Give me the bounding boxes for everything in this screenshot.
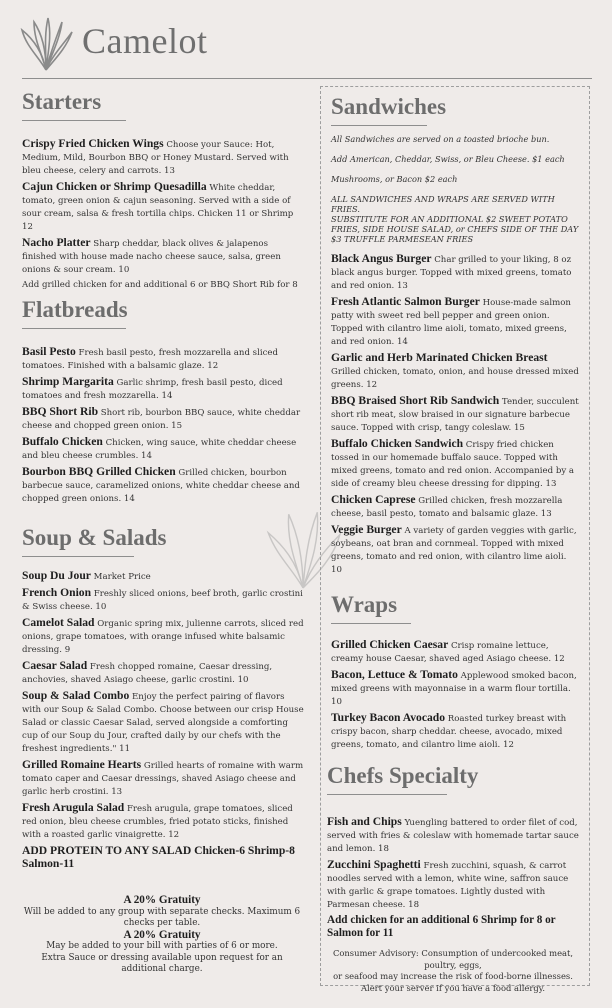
item-name: Turkey Bacon Avocado — [331, 711, 446, 724]
item-description: Choose your Sauce: Hot, Medium, Mild, Bourbon BBQ or Honey Mustard. Served with bleu cheese, celery and carrots. 13 — [22, 140, 289, 176]
item-description: Crispy fried chicken tossed in our homemade buffalo sauce. Topped with mixed greens, tomato and red onion. Accompanied by a side of creamy bleu cheese dressing for dipping. 13 — [331, 440, 575, 489]
item-description: Grilled chicken, tomato, onion, and house dressed mixed greens. 12 — [331, 367, 579, 390]
section-title-flatbreads: Flatbreads — [22, 297, 128, 322]
sandwich-note: Add American, Cheddar, Swiss, or Bleu Cheese. $1 each — [331, 154, 565, 164]
item-description: Yuengling battered to order filet of cod, served with fries & coleslaw with homemade tartar sauce and lemon. 18 — [327, 818, 579, 854]
menu-item — [22, 137, 304, 178]
item-description: Grilled hearts of romaine with warm tomato caper and Caesar dressings, shaved Asiago cheese and garlic herb crostini. 13 — [22, 761, 304, 797]
item-name: Crispy Fried Chicken Wings — [22, 137, 164, 150]
item-name: Fresh Atlantic Salmon Burger — [331, 295, 480, 308]
menu-item — [22, 659, 304, 687]
menu-item — [22, 375, 304, 403]
menu-item — [331, 638, 579, 666]
item-name: Chicken Caprese — [331, 493, 416, 506]
item-name: BBQ Short Rib — [22, 405, 99, 418]
item-name: Garlic and Herb Marinated Chicken Breast — [331, 351, 548, 364]
menu-item — [327, 858, 579, 912]
item-description: Freshly sliced onions, beef broth, garlic crostini & Swiss cheese. 10 — [22, 589, 303, 612]
item-description: Garlic shrimp, fresh basil pesto, diced tomatoes and fresh mozzarella. 14 — [22, 378, 283, 401]
item-description: Fresh zucchini, squash, & carrot noodles served with a lemon, white wine, saffron sauce with garlic & grape tomatoes. Lightly dusted with Parmesan cheese. 18 — [327, 861, 569, 910]
item-name: Veggie Burger — [331, 523, 402, 536]
menu-item — [331, 668, 579, 709]
item-name: BBQ Braised Short Rib Sandwich — [331, 394, 500, 407]
fries-note-line: SUBSTITUTE FOR AN ADDITIONAL $2 SWEET POTATO FRIES, SIDE HOUSE SALAD, or CHEFS SIDE OF THE DAY — [331, 214, 579, 234]
section-title-wraps: Wraps — [331, 592, 398, 617]
menu-item — [331, 437, 579, 491]
fries-note-line: $3 TRUFFLE PARMESEAN FRIES — [331, 234, 474, 244]
menu-item — [327, 815, 579, 856]
menu-item — [22, 180, 304, 234]
advisory-line: or seafood may increase the risk of food-borne illnesses. — [333, 971, 573, 981]
section-divider — [22, 120, 126, 121]
add-protein-note: ADD PROTEIN TO ANY SALAD Chicken-6 Shrimp-8 Salmon-11 — [22, 844, 295, 870]
menu-item — [22, 345, 304, 373]
item-name: Cajun Chicken or Shrimp Quesadilla — [22, 180, 207, 193]
item-name: Camelot Salad — [22, 616, 95, 629]
item-name: Grilled Chicken Caesar — [331, 638, 449, 651]
gratuity-text: May be added to your bill with parties of 6 or more. — [46, 941, 278, 951]
header — [18, 16, 598, 76]
item-name: Soup Du Jour — [22, 569, 91, 582]
menu-item — [22, 801, 304, 842]
item-name: Grilled Romaine Hearts — [22, 758, 142, 771]
menu-item — [22, 616, 304, 657]
section-divider — [327, 794, 447, 795]
item-description: Tender, succulent short rib meat, slow braised in our signature barbecue sauce. Topped with crisp, tangy coleslaw. 15 — [331, 397, 579, 433]
gratuity-notice — [22, 895, 302, 976]
item-description: House-made salmon patty with sweet red bell pepper and green onion. Topped with cilantro lime aioli, tomato, mixed greens, and red onion. 14 — [331, 298, 571, 347]
flatbreads-section — [22, 296, 304, 506]
menu-item — [331, 295, 579, 349]
starters-section — [22, 88, 304, 292]
advisory-line: Alert your server if you have a food allergy. — [361, 982, 545, 993]
item-description: Sharp cheddar, black olives & jalapenos finished with house made nacho cheese sauce, salsa, green onions & sour cream. 10 — [22, 239, 281, 275]
menu-item — [22, 758, 304, 799]
item-description: A variety of garden veggies with garlic, soybeans, oat bran and cornmeal. Topped with mixed greens, tomato and red onion, with cilantro lime aioli. 10 — [331, 526, 577, 575]
section-divider — [331, 125, 427, 126]
consumer-advisory — [327, 948, 579, 994]
item-name: Black Angus Burger — [331, 252, 432, 265]
gratuity-title: A 20% Gratuity — [123, 928, 201, 941]
item-description: Fresh arugula, grape tomatoes, sliced red onion, bleu cheese crumbles, fried potato sticks, finished with a roasted garlic vinaigrette. 12 — [22, 804, 293, 840]
right-column — [320, 86, 590, 993]
item-name: Bacon, Lettuce & Tomato — [331, 668, 458, 681]
item-description: Grilled chicken, fresh mozzarella cheese, basil pesto, tomato and balsamic glaze. 13 — [331, 496, 563, 519]
item-name: Nacho Platter — [22, 236, 91, 249]
item-description: Chicken, wing sauce, white cheddar cheese and bleu cheese crumbles. 14 — [22, 438, 297, 461]
item-description: Char grilled to your liking, 8 oz black angus burger. Topped with mixed greens, tomato and red onion. 13 — [331, 255, 572, 291]
item-name: Buffalo Chicken — [22, 435, 103, 448]
section-title-chefs-specialty: Chefs Specialty — [327, 763, 479, 788]
item-description: Enjoy the perfect pairing of flavors with our Soup & Salad Combo. Choose between our crisp House Salad or classic Caesar Salad, served alongside a comforting cup of our Soup du Jour, crafted daily by our chefs with the freshest ingredients." 11 — [22, 692, 304, 754]
gratuity-text: Will be added to any group with separate checks. Maximum 6 checks per table. — [23, 906, 301, 928]
item-description: Market Price — [90, 572, 151, 582]
add-protein-note: Add chicken for an additional 6 Shrimp for 8 or Salmon for 11 — [327, 914, 556, 939]
item-description: Fresh chopped romaine, Caesar dressing, anchovies, shaved Asiago cheese, garlic crostini. 10 — [22, 662, 273, 685]
section-title-sandwiches: Sandwiches — [331, 94, 447, 119]
item-name: Buffalo Chicken Sandwich — [331, 437, 464, 450]
menu-item — [331, 493, 579, 521]
item-description: Roasted turkey breast with crispy bacon, sharp cheddar. cheese, avocado, mixed greens, tomato, and cilantro lime aioli. 12 — [331, 714, 567, 750]
item-name: Bourbon BBQ Grilled Chicken — [22, 465, 176, 478]
menu-item — [22, 465, 304, 506]
item-name: Soup & Salad Combo — [22, 689, 130, 702]
sandwich-note: All Sandwiches are served on a toasted brioche bun. — [331, 134, 550, 144]
item-name: Shrimp Margarita — [22, 375, 114, 388]
brand-name: Camelot — [82, 21, 208, 61]
section-divider — [331, 623, 411, 624]
item-name: Basil Pesto — [22, 345, 76, 358]
item-name: Caesar Salad — [22, 659, 88, 672]
menu-item — [22, 236, 304, 277]
item-name: Fish and Chips — [327, 815, 402, 828]
fries-note — [331, 194, 579, 244]
add-on-note: Add grilled chicken for and additional 6 or BBQ Short Rib for 8 — [22, 280, 298, 290]
advisory-line: Consumer Advisory: Consumption of undercooked meat, poultry, eggs, — [332, 948, 574, 970]
chefs-specialty-section — [327, 762, 579, 994]
sandwich-note: Mushrooms, or Bacon $2 each — [331, 174, 458, 184]
menu-item — [22, 586, 304, 614]
fries-note-line: ALL SANDWICHES AND WRAPS ARE SERVED WITH FRIES. — [331, 194, 555, 214]
item-description: Applewood smoked bacon, mixed greens with mayonnaise in a warm flour tortilla. 10 — [331, 671, 577, 707]
section-title-starters: Starters — [22, 89, 102, 114]
wraps-section — [331, 591, 579, 752]
menu-item — [331, 351, 579, 392]
item-description: Grilled chicken, bourbon barbecue sauce, caramelized onions, white cheddar cheese and chopped green onions. 14 — [22, 468, 300, 504]
gratuity-title: A 20% Gratuity — [123, 894, 201, 906]
section-divider — [22, 556, 134, 557]
menu-item — [331, 394, 579, 435]
left-column — [22, 88, 304, 870]
item-name: French Onion — [22, 586, 92, 599]
menu-item — [22, 569, 304, 584]
sandwiches-section — [331, 93, 579, 577]
item-description: Crisp romaine lettuce, creamy house Caesar, shaved aged Asiago cheese. 12 — [331, 641, 565, 664]
header-divider — [22, 78, 592, 79]
menu-item — [331, 711, 579, 752]
item-description: Fresh basil pesto, fresh mozzarella and sliced tomatoes. Finished with a balsamic glaze. 12 — [22, 348, 278, 371]
extra-sauce-note: Extra Sauce or dressing available upon request for an additional charge. — [41, 952, 283, 974]
section-title-soup-salads: Soup & Salads — [22, 525, 167, 550]
menu-item — [331, 523, 579, 577]
section-divider — [22, 328, 126, 329]
wheat-logo-icon — [18, 16, 74, 72]
menu-item — [331, 252, 579, 293]
item-description: Short rib, bourbon BBQ sauce, white cheddar cheese and chopped green onion. 15 — [22, 408, 301, 431]
item-description: White cheddar, tomato, green onion & cajun seasoning. Served with a side of sour cream, salsa & fresh tortilla chips. Chicken 11 or Shrimp 12 — [22, 183, 294, 232]
soup-salads-section — [22, 524, 304, 870]
menu-item — [22, 435, 304, 463]
item-name: Zucchini Spaghetti — [327, 858, 421, 871]
menu-item — [22, 689, 304, 756]
item-description: Organic spring mix, julienne carrots, sliced red onions, grape tomatoes, with orange infused white balsamic dressing. 9 — [22, 619, 304, 655]
menu-item — [22, 405, 304, 433]
item-name: Fresh Arugula Salad — [22, 801, 125, 814]
